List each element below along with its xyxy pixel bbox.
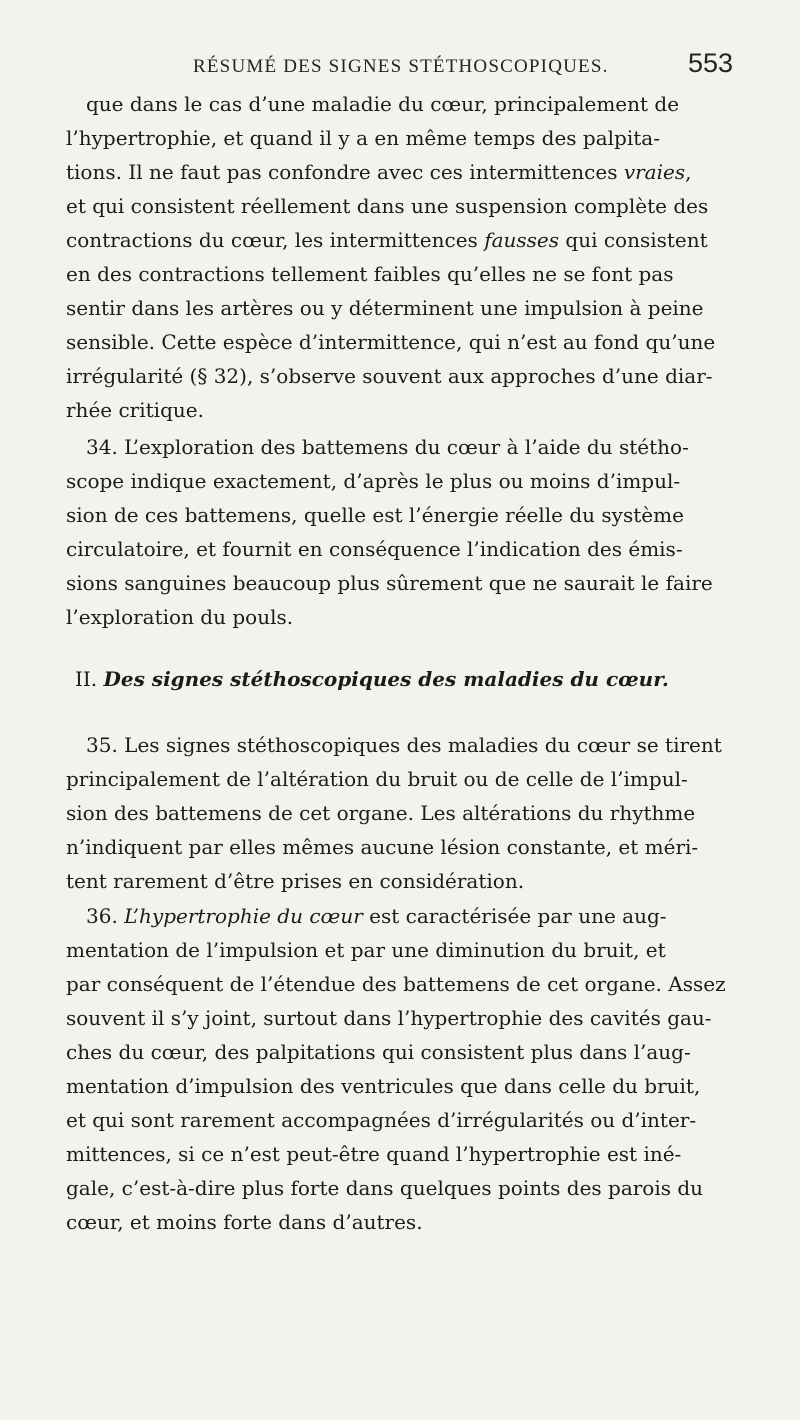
text-line xyxy=(0,155,800,189)
text-line xyxy=(0,967,800,1001)
text-line xyxy=(0,189,800,223)
text-line-content: 34. L’exploration des battemens du cœur à l’aide du stétho- xyxy=(86,435,689,459)
text-line-content: scope indique exactement, d’après le plus ou moins d’impul- xyxy=(66,469,681,493)
text-line-content: l’hypertrophie, et quand il y a en même temps des palpita- xyxy=(66,126,660,150)
text-line xyxy=(0,566,800,600)
text-line xyxy=(0,899,800,933)
text-line-content: 36. L’hypertrophie du cœur est caractérisée par une aug- xyxy=(86,904,667,928)
text-line xyxy=(0,223,800,257)
text-line-content: tent rarement d’être prises en considération. xyxy=(66,869,525,893)
text-line-content: contractions du cœur, les intermittences fausses qui consistent xyxy=(66,228,708,252)
text-line-content: sion de ces battemens, quelle est l’énergie réelle du système xyxy=(66,503,684,527)
text-line-content: rhée critique. xyxy=(66,398,204,422)
text-line-content: gale, c’est-à-dire plus forte dans quelques points des parois du xyxy=(66,1176,704,1200)
text-line-content: l’exploration du pouls. xyxy=(66,605,294,629)
text-line-content: mittences, si ce n’est peut-être quand l’hypertrophie est iné- xyxy=(66,1142,682,1166)
text-line xyxy=(0,464,800,498)
emphasis-hypertrophie: L’hypertrophie du cœur xyxy=(124,904,363,928)
text-line-content: que dans le cas d’une maladie du cœur, principalement de xyxy=(86,92,680,116)
text-line xyxy=(0,1069,800,1103)
text-line xyxy=(0,864,800,898)
text-line xyxy=(0,121,800,155)
text-line-content: mentation d’impulsion des ventricules que dans celle du bruit, xyxy=(66,1074,701,1098)
text-line xyxy=(0,325,800,359)
text-line xyxy=(0,1001,800,1035)
text-line-content: en des contractions tellement faibles qu’elles ne se font pas xyxy=(66,262,674,286)
text-line xyxy=(0,1171,800,1205)
text-line-content: n’indiquent par elles mêmes aucune lésion constante, et méri- xyxy=(66,835,699,859)
page-number: 553 xyxy=(687,48,733,78)
text-line-content: 35. Les signes stéthoscopiques des maladies du cœur se tirent xyxy=(86,733,722,757)
text-line-content: sensible. Cette espèce d’intermittence, qui n’est au fond qu’une xyxy=(66,330,716,354)
text-line xyxy=(0,933,800,967)
text-line-content: sion des battemens de cet organe. Les altérations du rhythme xyxy=(66,801,696,825)
text-line-content: sions sanguines beaucoup plus sûrement que ne saurait le faire xyxy=(66,571,713,595)
text-line-content: par conséquent de l’étendue des battemens de cet organe. Assez xyxy=(66,972,726,996)
text-line-content: souvent il s’y joint, surtout dans l’hypertrophie des cavités gau- xyxy=(66,1006,712,1030)
text-line-content: principalement de l’altération du bruit ou de celle de l’impul- xyxy=(66,767,688,791)
text-line xyxy=(0,393,800,427)
text-line-content: circulatoire, et fournit en conséquence l’indication des émis- xyxy=(66,537,683,561)
text-line-content: irrégularité (§ 32), s’observe souvent aux approches d’une diar- xyxy=(66,364,713,388)
text-line-content: et qui consistent réellement dans une suspension complète des xyxy=(66,194,709,218)
text-line xyxy=(0,430,800,464)
text-line-content: sentir dans les artères ou y déterminent une impulsion à peine xyxy=(66,296,704,320)
text-line xyxy=(0,359,800,393)
text-line xyxy=(0,1103,800,1137)
text-line xyxy=(0,257,800,291)
emphasis-fausses: fausses xyxy=(484,228,560,252)
text-line xyxy=(0,762,800,796)
text-line-content: tions. Il ne faut pas confondre avec ces intermittences vraies, xyxy=(66,160,692,184)
text-line xyxy=(0,600,800,634)
text-line xyxy=(0,291,800,325)
section-heading-content: II. Des signes stéthoscopiques des maladies du cœur. xyxy=(75,667,669,691)
section-heading xyxy=(0,662,800,696)
text-line xyxy=(0,796,800,830)
text-line xyxy=(0,1137,800,1171)
text-line xyxy=(0,1035,800,1069)
text-line xyxy=(0,87,800,121)
running-head xyxy=(193,46,733,86)
emphasis-vraies: vraies xyxy=(623,160,686,184)
text-line-content: ches du cœur, des palpitations qui consistent plus dans l’aug- xyxy=(66,1040,691,1064)
text-line xyxy=(0,830,800,864)
running-title: RÉSUMÉ DES SIGNES STÉTHOSCOPIQUES. xyxy=(193,56,609,77)
text-line xyxy=(0,498,800,532)
text-line xyxy=(0,1205,800,1239)
text-line xyxy=(0,532,800,566)
text-line-content: cœur, et moins forte dans d’autres. xyxy=(66,1210,423,1234)
text-line-content: mentation de l’impulsion et par une diminution du bruit, et xyxy=(66,938,666,962)
text-line xyxy=(0,728,800,762)
text-line-content: et qui sont rarement accompagnées d’irrégularités ou d’inter- xyxy=(66,1108,697,1132)
